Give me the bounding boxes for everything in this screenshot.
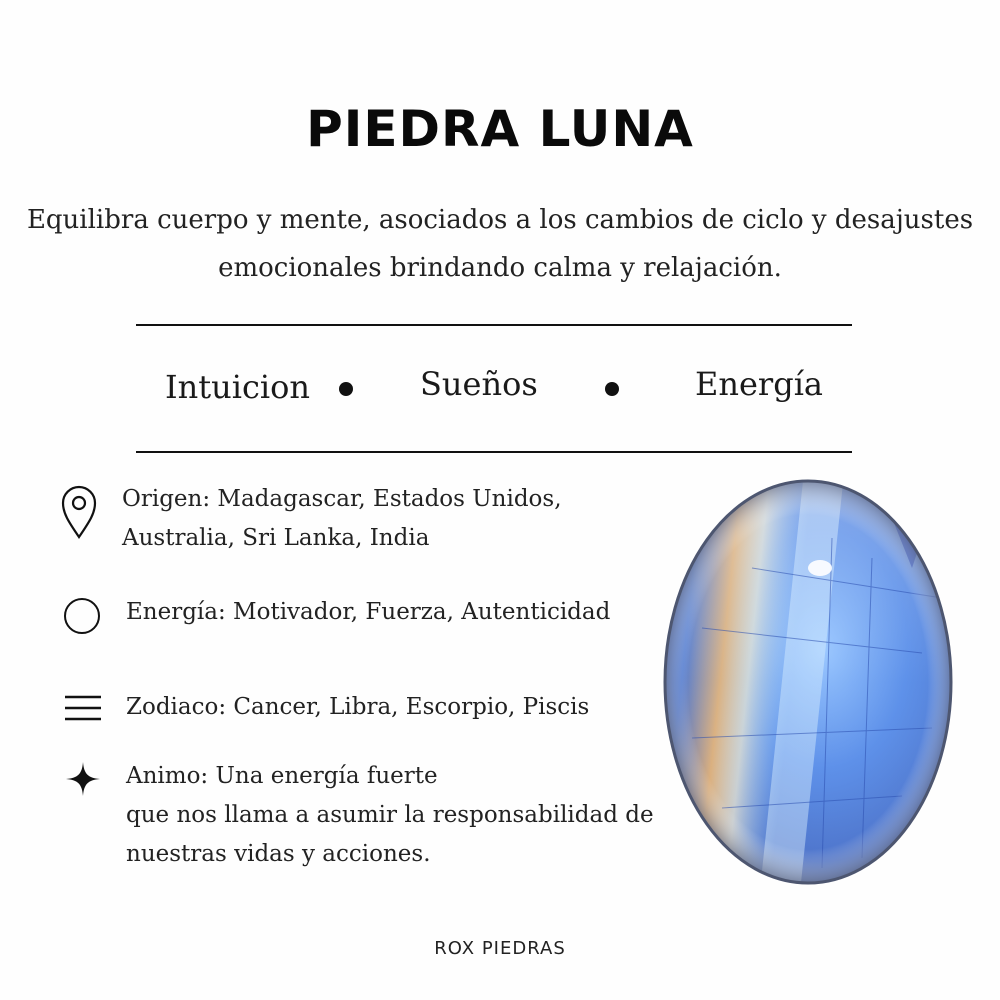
bullet-dot — [605, 382, 619, 396]
animo-line-2: que nos llama a asumir la responsabilidad de — [126, 802, 654, 828]
keyword-suenos: Sueños — [420, 365, 538, 403]
property-zodiaco — [126, 688, 589, 727]
brand-name: ROX PIEDRAS — [434, 938, 566, 959]
description-line-1: Equilibra cuerpo y mente, asociados a los cambios de ciclo y desajustes — [26, 205, 974, 235]
origen-line-2: Australia, Sri Lanka, India — [122, 525, 430, 551]
property-animo — [126, 757, 654, 874]
description-line-2: emocionales brindando calma y relajación. — [218, 253, 782, 283]
zodiaco-line-1: Zodiaco: Cancer, Libra, Escorpio, Piscis — [126, 694, 590, 720]
origen-line-1: Origen: Madagascar, Estados Unidos, — [122, 486, 562, 512]
energia-line-1: Energía: Motivador, Fuerza, Autenticidad — [126, 599, 611, 625]
sparkle-icon — [66, 762, 100, 796]
keyword-intuicion: Intuicion — [165, 368, 310, 406]
moonstone-image — [662, 478, 954, 886]
property-energia — [126, 593, 610, 632]
divider-bottom — [136, 451, 852, 453]
property-origen — [122, 480, 562, 558]
divider-top — [136, 324, 852, 326]
circle-icon — [63, 597, 101, 635]
page-title: PIEDRA LUNA — [306, 100, 694, 158]
animo-line-3: nuestras vidas y acciones. — [126, 841, 431, 867]
menu-lines-icon — [64, 694, 102, 722]
location-pin-icon — [60, 485, 98, 539]
bullet-dot — [339, 382, 353, 396]
keyword-energia: Energía — [695, 365, 823, 403]
animo-line-1: Animo: Una energía fuerte — [126, 763, 438, 789]
description — [20, 196, 980, 292]
